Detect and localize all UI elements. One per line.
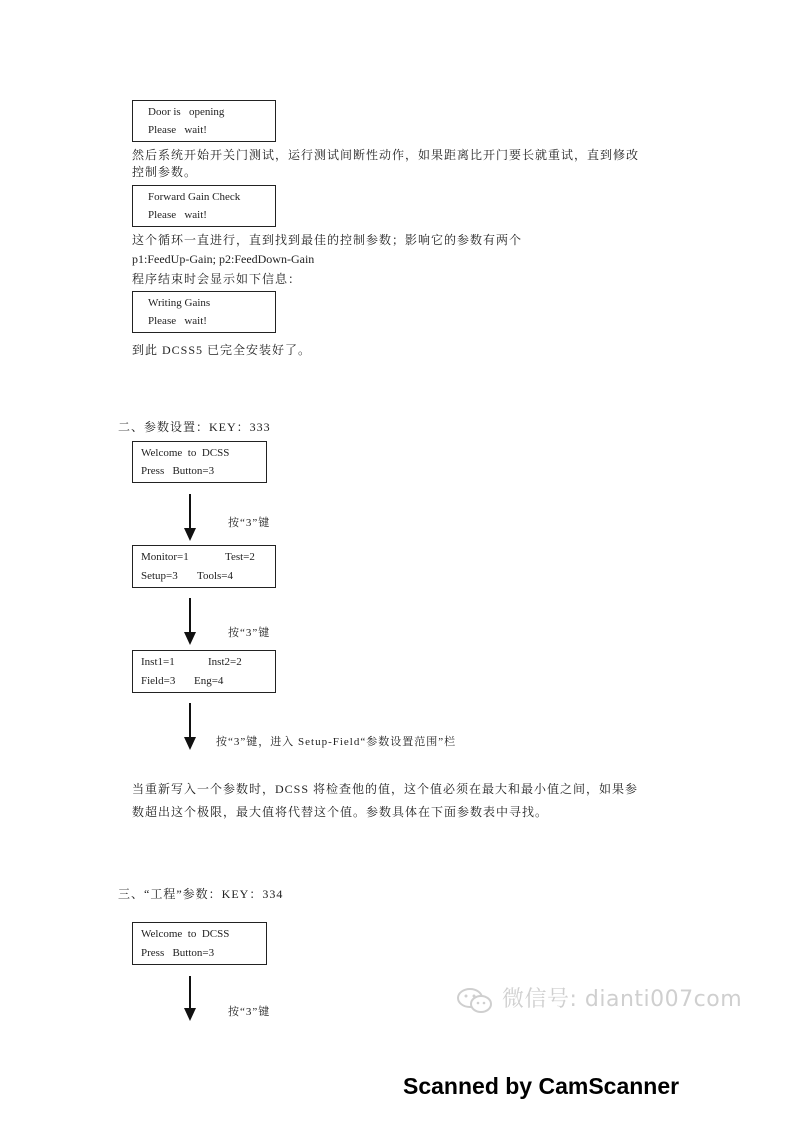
menu-eng: Eng=4 xyxy=(194,675,224,687)
paragraph-param-limits: 当重新写入一个参数时，DCSS 将检查他的值，这个值必须在最大和最小值之间，如果参 xyxy=(132,782,639,796)
wechat-icon xyxy=(456,987,496,1015)
display-line-2: Please wait! xyxy=(148,209,207,221)
display-box-setup-menu xyxy=(132,650,276,693)
menu-field: Field=3 xyxy=(141,675,176,687)
display-box-main-menu xyxy=(132,545,276,588)
down-arrow-icon xyxy=(183,703,197,751)
display-box-welcome xyxy=(132,922,267,965)
down-arrow-icon xyxy=(183,976,197,1022)
display-box-writing-gains xyxy=(132,291,276,333)
display-line-2: Please wait! xyxy=(148,315,207,327)
display-line-2: Press Button=3 xyxy=(141,947,215,959)
display-box-forward-gain xyxy=(132,185,276,227)
menu-monitor: Monitor=1 xyxy=(141,551,189,563)
display-line-1: Welcome to DCSS xyxy=(141,447,230,459)
paragraph-params: p1:FeedUp-Gain; p2:FeedDown-Gain xyxy=(132,252,315,266)
display-box-door-opening xyxy=(132,100,276,142)
paragraph-door-test-cont: 控制参数。 xyxy=(132,165,198,179)
display-line-1: Writing Gains xyxy=(148,297,211,309)
display-line-1: Door is opening xyxy=(148,106,225,118)
paragraph-door-test: 然后系统开始开关门测试，运行测试间断性动作，如果距离比开门要长就重试，直到修改 xyxy=(132,148,640,162)
display-box-welcome xyxy=(132,441,267,483)
scanner-footer: Scanned by CamScanner xyxy=(403,1073,680,1099)
paragraph-loop: 这个循环一直进行，直到找到最佳的控制参数；影响它的参数有两个 xyxy=(132,233,523,247)
menu-tools: Tools=4 xyxy=(197,570,233,582)
step-label-enter-setup-field: 按“3”键，进入 Setup-Field“参数设置范围”栏 xyxy=(216,736,457,748)
step-label-press-3: 按“3”键 xyxy=(228,1006,271,1018)
section-heading-engineering: 三、“工程”参数：KEY：334 xyxy=(118,887,284,901)
step-label-press-3: 按“3”键 xyxy=(228,517,271,529)
watermark-text: 微信号: dianti007com xyxy=(502,987,743,1012)
menu-inst2: Inst2=2 xyxy=(208,656,242,668)
paragraph-install-complete: 到此 DCSS5 已完全安装好了。 xyxy=(132,343,312,357)
down-arrow-icon xyxy=(183,598,197,646)
menu-setup: Setup=3 xyxy=(141,570,178,582)
display-line-2: Please wait! xyxy=(148,124,207,136)
display-line-1: Forward Gain Check xyxy=(148,191,241,203)
paragraph-end-message: 程序结束时会显示如下信息： xyxy=(132,272,302,286)
display-line-1: Welcome to DCSS xyxy=(141,928,230,940)
menu-test: Test=2 xyxy=(225,551,255,563)
down-arrow-icon xyxy=(183,494,197,542)
menu-inst1: Inst1=1 xyxy=(141,656,175,668)
section-heading-params: 二、参数设置：KEY：333 xyxy=(118,420,271,434)
step-label-press-3: 按“3”键 xyxy=(228,627,271,639)
display-line-2: Press Button=3 xyxy=(141,465,215,477)
paragraph-param-limits-cont: 数超出这个极限，最大值将代替这个值。参数具体在下面参数表中寻找。 xyxy=(132,805,549,819)
